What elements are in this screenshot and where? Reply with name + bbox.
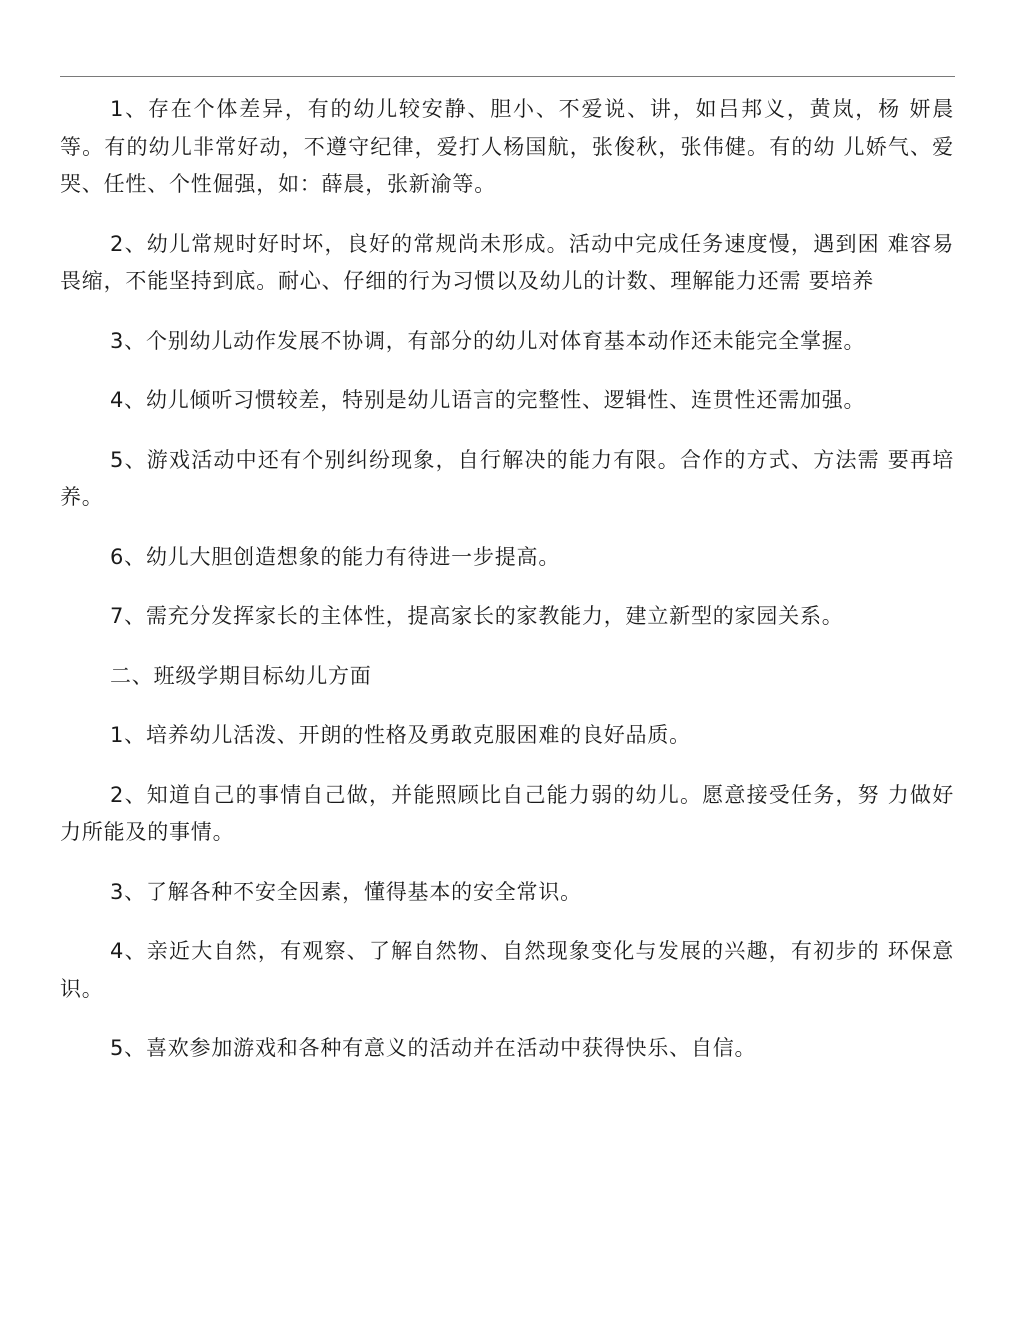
paragraph-5: 5、游戏活动中还有个别纠纷现象，自行解决的能力有限。合作的方式、方法需 要再培养。 [60,447,954,509]
goal-item-1: 1、培养幼儿活泼、开朗的性格及勇敢克服困难的良好品质。 [110,723,691,747]
paragraph-2: 2、幼儿常规时好时坏，良好的常规尚未形成。活动中完成任务速度慢，遇到困 难容易畏缩，不能坚持到底。耐心、仔细的行为习惯以及幼儿的计数、理解能力还需 要培养 [60,231,954,293]
paragraph-6: 6、幼儿大胆创造想象的能力有待进一步提高。 [110,544,561,569]
goal-item-4: 4、亲近大自然，有观察、了解自然物、自然现象变化与发展的兴趣，有初步的 环保意识。 [60,939,954,1001]
goal-item-2: 2、知道自己的事情自己做，并能照顾比自己能力弱的幼儿。愿意接受任务，努 力做好力所能及的事情。 [60,782,954,844]
goal-item-3: 3、了解各种不安全因素，懂得基本的安全常识。 [110,879,582,904]
paragraph-7: 7、需充分发挥家长的主体性，提高家长的家教能力，建立新型的家园关系。 [110,604,844,628]
goal-item-5: 5、喜欢参加游戏和各种有意义的活动并在活动中获得快乐、自信。 [110,1036,757,1060]
section-heading: 二、班级学期目标幼儿方面 [110,663,372,688]
paragraph-1: 1、存在个体差异，有的幼儿较安静、胆小、不爱说、讲，如吕邦义，黄岚，杨 妍晨等。有的幼儿非常好动，不遵守纪律，爱打人杨国航，张俊秋，张伟健。有的幼 儿娇气、爱哭、任性、个性倔强，如：薛晨，张新渝等。 [60,97,954,196]
paragraph-3: 3、个别幼儿动作发展不协调，有部分的幼儿对体育基本动作还未能完全掌握。 [110,328,866,353]
paragraph-4: 4、幼儿倾听习惯较差，特别是幼儿语言的完整性、逻辑性、连贯性还需加强。 [110,388,866,412]
document-body [60,91,954,1090]
header-rule [60,76,955,77]
